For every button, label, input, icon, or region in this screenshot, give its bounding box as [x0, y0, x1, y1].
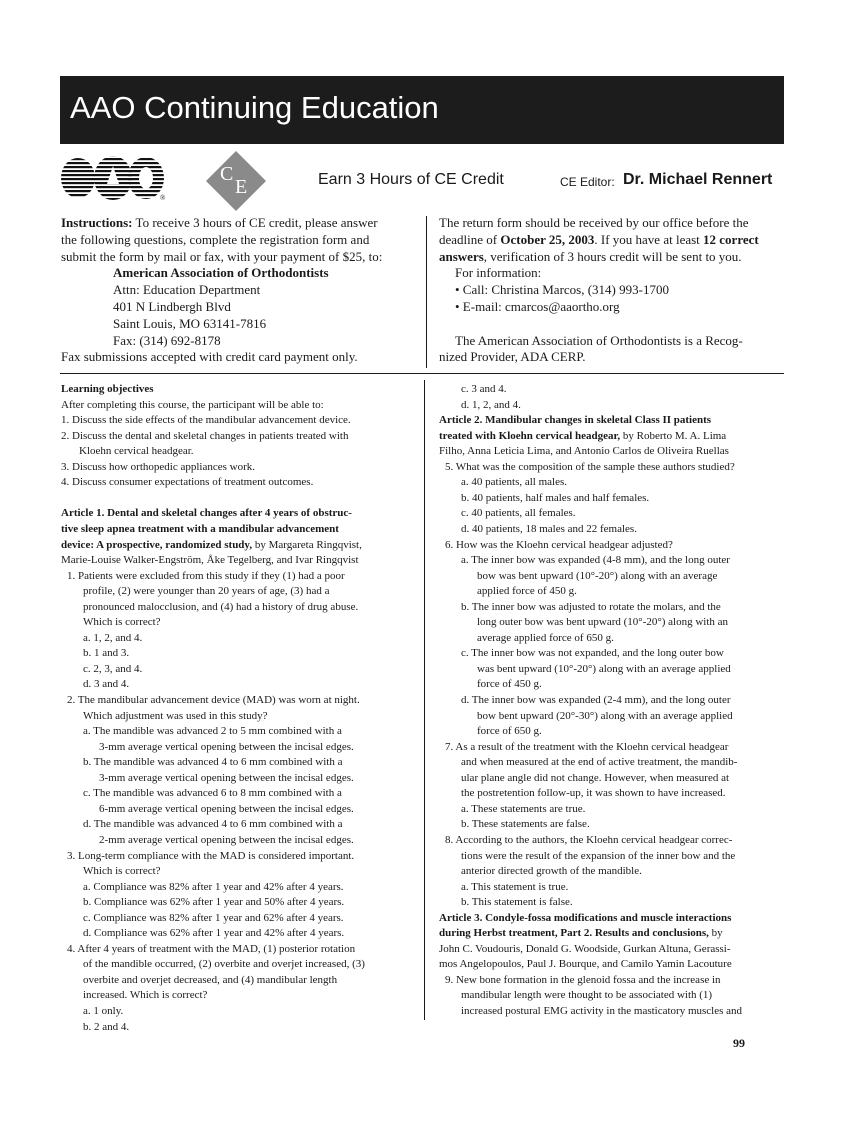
left-column-line-run: d. 3 and 4. — [83, 678, 130, 691]
right-column-line-run: anterior directed growth of the mandible. — [461, 865, 642, 878]
left-column-line — [83, 631, 142, 647]
ce-logo-e: E — [235, 176, 248, 198]
instructions-line-run: 401 N Lindbergh Blvd — [113, 299, 231, 314]
left-column-line-run: b. The mandible was advanced 4 to 6 mm combined with a — [83, 756, 343, 769]
return-info-line-run: For information: — [455, 265, 542, 281]
left-column-line — [83, 677, 129, 693]
right-column-line-run: average applied force of 650 g. — [477, 631, 614, 644]
instructions-line-run: submit the form by mail or fax, with your payment of $25, to: — [61, 248, 383, 264]
right-column-line — [477, 662, 731, 678]
left-column-line — [83, 957, 365, 973]
instructions-line-run: Saint Louis, MO 63141-7816 — [113, 315, 267, 331]
left-column-line — [61, 429, 348, 445]
left-column-line — [83, 1004, 123, 1020]
left-column-line — [83, 864, 161, 880]
right-column-line — [439, 926, 723, 942]
left-column-line — [99, 740, 354, 756]
instructions-line-run: Fax: (314) 692-8178 — [113, 332, 221, 348]
left-column-line — [61, 382, 154, 398]
left-column-line-run: pronounced malocclusion, and (4) had a history of drug abuse. — [83, 600, 359, 613]
left-column-line-run: 1. Patients were excluded from this study if they (1) had a poor — [67, 569, 345, 582]
right-column-line — [461, 491, 649, 507]
return-info-line — [455, 265, 541, 282]
right-column-line-run: bow bent upward (20°-30°) along with an average applied — [477, 709, 733, 722]
left-column-line-run: by Margareta Ringqvist, — [252, 538, 362, 551]
left-column-line-run: Which adjustment was used in this study? — [83, 709, 268, 722]
right-column-line — [445, 833, 732, 849]
left-column-line-run: a. 1 only. — [83, 1005, 124, 1017]
return-info-line — [439, 215, 748, 232]
left-column-line-run: c. 2, 3, and 4. — [83, 662, 143, 675]
left-column-line-run: profile, (2) were younger than 20 years of age, (3) had a — [83, 585, 330, 598]
left-column-line-run: Which is correct? — [83, 865, 161, 878]
instructions-line — [113, 333, 221, 350]
left-column-line — [61, 538, 362, 554]
right-column-line-run: 9. New bone formation in the glenoid fossa and the increase in — [445, 973, 721, 986]
left-column-line-run: d. The mandible was advanced 4 to 6 mm combined with a — [83, 818, 343, 831]
right-column-line-run: force of 450 g. — [477, 678, 542, 691]
right-column-line — [461, 895, 573, 911]
right-column-line-run: 8. According to the authors, the Kloehn cervical headgear correc- — [445, 833, 733, 846]
right-column-line — [477, 631, 614, 647]
left-column-line — [83, 988, 207, 1004]
left-column-line — [83, 926, 344, 942]
right-column-line-run: a. These statements are true. — [461, 802, 586, 815]
left-column-line-run: c. Compliance was 82% after 1 year and 62% after 4 years. — [83, 911, 344, 924]
right-column-line — [477, 615, 728, 631]
left-column-line — [83, 662, 142, 678]
left-column-line-run: c. The mandible was advanced 6 to 8 mm combined with a — [83, 787, 342, 800]
instructions-line — [61, 349, 358, 366]
right-column-line — [445, 740, 728, 756]
ce-logo — [205, 150, 267, 212]
return-info-line-run: deadline of — [439, 231, 501, 247]
return-info-line — [439, 232, 759, 249]
right-column-line-run: 5. What was the composition of the sample these authors studied? — [445, 460, 735, 473]
instructions-line-run: To receive 3 hours of CE credit, please answer — [132, 215, 378, 230]
right-column-line — [461, 553, 730, 569]
instructions-line-run: American Association of Orthodontists — [113, 265, 329, 281]
right-column-line-run: b. These statements are false. — [461, 818, 590, 831]
instructions-line — [61, 215, 378, 232]
left-column-line-run: tive sleep apnea treatment with a mandibular advancement — [61, 522, 339, 535]
editor-label: CE Editor: — [560, 175, 615, 189]
left-column-line — [83, 615, 161, 631]
return-info-line-run: • E-mail: cmarcos@aaortho.org — [455, 299, 620, 314]
instructions-line — [113, 282, 260, 299]
left-column-line-run: b. Compliance was 62% after 1 year and 50% after 4 years. — [83, 896, 345, 909]
left-column-line — [67, 942, 355, 958]
right-column-line — [439, 911, 731, 927]
right-column-line-run: mandibular length were thought to be associated with (1) — [461, 989, 713, 1002]
left-column-line-run: a. Compliance was 82% after 1 year and 42% after 4 years. — [83, 880, 344, 893]
return-info-line-run: The return form should be received by our office before the — [439, 215, 749, 230]
left-column-line-run: Learning objectives — [61, 383, 154, 395]
page-number: 99 — [733, 1036, 745, 1050]
left-column-line-run: 1. Discuss the side effects of the mandibular advancement device. — [61, 414, 351, 427]
left-column-line — [99, 833, 354, 849]
left-column-line-run: 2-mm average vertical opening between the incisal edges. — [99, 833, 354, 846]
right-column-line — [461, 693, 731, 709]
left-column-line — [83, 600, 358, 616]
right-column-line — [461, 771, 729, 787]
left-column-line — [61, 460, 255, 476]
instructions-line — [113, 316, 266, 333]
left-column-line-run: Kloehn cervical headgear. — [79, 445, 194, 458]
left-column-line-run: b. 1 and 3. — [83, 647, 130, 660]
right-column-line — [477, 677, 542, 693]
right-column-line-run: force of 650 g. — [477, 725, 542, 738]
right-column-line-run: Article 2. Mandibular changes in skeletal Class II patients — [439, 414, 712, 427]
right-column-line-run: a. 40 patients, all males. — [461, 476, 567, 489]
return-info-line — [455, 282, 669, 299]
right-column-line-run: c. 40 patients, all females. — [461, 507, 576, 520]
right-column-line-run: b. The inner bow was adjusted to rotate the molars, and the — [461, 600, 721, 613]
return-info-line-run: The American Association of Orthodontists is a Recog- — [455, 332, 743, 348]
right-column-line — [461, 802, 585, 818]
instructions-line — [61, 232, 369, 249]
right-column-line — [445, 460, 735, 476]
editor-name: Dr. Michael Rennert — [623, 171, 773, 188]
right-column-line-run: d. 1, 2, and 4. — [461, 398, 521, 411]
right-column-line-run: tions were the result of the expansion of the inner bow and the — [461, 849, 736, 862]
instructions-line-run: Fax submissions accepted with credit card payment only. — [61, 349, 358, 365]
right-column-line-run: ular plane angle did not change. However, when measured at — [461, 771, 730, 784]
left-column-line-run: 4. Discuss consumer expectations of treatment outcomes. — [61, 476, 314, 489]
left-column-line-run: d. Compliance was 62% after 1 year and 42% after 4 years. — [83, 927, 345, 940]
left-column-line — [67, 569, 345, 585]
left-column-line — [83, 880, 344, 896]
right-column-line — [461, 506, 576, 522]
right-column-line-run: b. This statement is false. — [461, 896, 573, 909]
return-info-line — [455, 333, 743, 350]
left-column-line-run: 3. Discuss how orthopedic appliances work. — [61, 460, 255, 473]
left-column-line — [83, 973, 337, 989]
right-column-line-run: 6. How was the Kloehn cervical headgear adjusted? — [445, 538, 673, 551]
return-info-line-run: answers — [439, 248, 484, 264]
right-column-line — [477, 569, 717, 585]
left-column-line — [83, 755, 342, 771]
ce-logo-c: C — [220, 163, 234, 185]
left-column-line — [67, 849, 354, 865]
left-column-line — [83, 724, 342, 740]
left-column-line-run: a. 1, 2, and 4. — [83, 631, 143, 644]
left-column-line — [79, 444, 194, 460]
instructions-line-run: the following questions, complete the registration form and — [61, 231, 370, 247]
right-column-line-run: a. This statement is true. — [461, 880, 569, 893]
right-column-line-run: treated with Kloehn cervical headgear, — [439, 429, 621, 442]
right-column-line-run: increased postural EMG activity in the masticatory muscles and — [461, 1005, 743, 1017]
instructions-line — [113, 299, 231, 316]
right-column-line-run: c. 3 and 4. — [461, 383, 507, 395]
left-column-line — [61, 398, 324, 414]
right-column-line-run: during Herbst treatment, Part 2. Results and conclusions, — [439, 927, 709, 940]
left-column-line — [83, 817, 342, 833]
right-column-line — [461, 522, 637, 538]
left-column-line-run: Article 1. Dental and skeletal changes after 4 years of obstruc- — [61, 507, 352, 520]
instructions-line — [61, 249, 382, 266]
credit-hours-heading: Earn 3 Hours of CE Credit — [318, 171, 504, 188]
right-column-line — [461, 864, 642, 880]
left-column-line — [83, 895, 344, 911]
right-column-line-run: 7. As a result of the treatment with the Kloehn cervical headgear — [445, 740, 729, 753]
left-column-line-run: 3-mm average vertical opening between the incisal edges. — [99, 740, 354, 753]
right-column-line-run: d. 40 patients, 18 males and 22 females. — [461, 522, 637, 535]
right-column-line-run: a. The inner bow was expanded (4-8 mm), and the long outer — [461, 554, 730, 567]
right-column-line-run: applied force of 450 g. — [477, 585, 577, 598]
right-column-line-run: Article 3. Condyle-fossa modifications and muscle interactions — [439, 911, 732, 924]
right-column-line-run: by — [708, 927, 723, 940]
left-column-line — [61, 413, 351, 429]
left-column-line — [99, 802, 354, 818]
instructions-line-run: Attn: Education Department — [113, 282, 261, 298]
right-column-line-run: Filho, Anna Leticia Lima, and Antonio Carlos de Oliveira Ruellas — [439, 445, 729, 458]
right-column-line — [461, 1004, 742, 1020]
left-column-line-run: 6-mm average vertical opening between the incisal edges. — [99, 802, 354, 815]
right-column-line — [445, 973, 721, 989]
right-column-line-run: b. 40 patients, half males and half females. — [461, 491, 650, 504]
page-title: AAO Continuing Education — [70, 90, 439, 125]
right-column-line — [461, 849, 735, 865]
left-column-line — [61, 522, 339, 538]
left-column-line — [61, 506, 352, 522]
return-info-line — [439, 349, 585, 366]
left-column-line — [61, 475, 313, 491]
right-column-line — [439, 942, 731, 958]
left-column-line — [83, 646, 129, 662]
left-column-line-run: a. The mandible was advanced 2 to 5 mm combined with a — [83, 725, 342, 738]
right-column-line — [439, 444, 729, 460]
return-info-line — [439, 249, 742, 266]
right-column-line — [461, 786, 726, 802]
right-column-line — [439, 429, 726, 445]
right-column-line — [461, 988, 712, 1004]
left-column-line-run: b. 2 and 4. — [83, 1020, 130, 1033]
left-column-line — [83, 584, 329, 600]
right-column-line-run: was bent upward (10°-20°) along with an average applied — [477, 662, 731, 675]
left-column-line-run: 2. The mandibular advancement device (MAD) was worn at night. — [67, 694, 360, 706]
left-column-line — [83, 786, 342, 802]
right-column-line-run: the postretention follow-up, it was shown to have increased. — [461, 787, 726, 800]
left-column-line-run: Marie-Louise Walker-Engström, Åke Tegelberg, and Ivar Ringqvist — [61, 554, 359, 567]
left-column-line-run: 3-mm average vertical opening between the incisal edges. — [99, 771, 354, 784]
right-column-line-run: long outer bow was bent upward (10°-20°) along with an — [477, 616, 729, 629]
left-column-line-run: 3. Long-term compliance with the MAD is considered important. — [67, 849, 355, 862]
left-column-line-run: After completing this course, the participant will be able to: — [61, 398, 324, 411]
right-column-line — [461, 817, 590, 833]
right-column-line — [461, 600, 721, 616]
return-info-line-run: • Call: Christina Marcos, (314) 993-1700 — [455, 282, 669, 298]
left-column-line-run: of the mandible occurred, (2) overbite and overjet increased, (3) — [83, 958, 365, 971]
left-column-line-run: overbite and overjet decreased, and (4) mandibular length — [83, 973, 338, 986]
right-column-line — [477, 724, 542, 740]
left-column-line — [67, 693, 360, 709]
left-column-line-run: device: A prospective, randomized study, — [61, 538, 253, 551]
right-column-line — [461, 646, 724, 662]
right-column-line-run: mos Angelopoulos, Paul J. Bourque, and Camilo Yamin Lacouture — [439, 958, 732, 971]
right-column-line-run: John C. Voudouris, Donald G. Woodside, Gurkan Altuna, Gerassi- — [439, 942, 731, 955]
right-column-line-run: c. The inner bow was not expanded, and the long outer bow — [461, 647, 724, 660]
right-column-line — [477, 709, 733, 725]
right-column-line — [461, 755, 737, 771]
return-info-line-run: nized Provider, ADA CERP. — [439, 349, 586, 365]
right-column-line — [445, 538, 673, 554]
column-divider-body — [424, 380, 425, 1020]
aao-logo-text: AAO — [74, 184, 77, 185]
left-column-line — [61, 553, 359, 569]
left-column-line-run: 4. After 4 years of treatment with the MAD, (1) posterior rotation — [67, 942, 356, 955]
return-info-line-run: October 25, 2003 — [500, 231, 595, 247]
title-banner — [60, 76, 784, 144]
right-column-line-run: and when measured at the end of active treatment, the mandib- — [461, 756, 738, 769]
left-column-line-run: 2. Discuss the dental and skeletal changes in patients treated with — [61, 429, 349, 442]
section-divider — [60, 373, 784, 374]
return-info-line-run: . If you have at least — [594, 231, 704, 247]
right-column-line — [461, 475, 567, 491]
right-column-line-run: d. The inner bow was expanded (2-4 mm), and the long outer — [461, 694, 731, 706]
return-info-line — [455, 299, 620, 316]
instructions-line-run: Instructions: — [61, 215, 133, 230]
right-column-line — [461, 382, 507, 398]
right-column-line — [461, 398, 521, 414]
right-column-line — [439, 957, 732, 973]
column-divider-top — [426, 216, 427, 368]
aao-logo — [60, 154, 166, 202]
svg-text:®: ® — [160, 194, 166, 202]
instructions-line — [113, 265, 329, 282]
right-column-line-run: by Roberto M. A. Lima — [620, 429, 727, 442]
right-column-line — [461, 880, 568, 896]
left-column-line-run: Which is correct? — [83, 616, 161, 629]
return-info-line-run: , verification of 3 hours credit will be sent to you. — [483, 248, 742, 264]
left-column-line — [83, 911, 344, 927]
left-column-line — [83, 1020, 129, 1036]
left-column-line — [99, 771, 354, 787]
left-column-line — [83, 709, 268, 725]
right-column-line-run: bow was bent upward (10°-20°) along with an average — [477, 569, 718, 582]
return-info-line-run: 12 correct — [703, 231, 759, 247]
left-column-line-run: increased. Which is correct? — [83, 989, 208, 1002]
right-column-line — [477, 584, 577, 600]
right-column-line — [439, 413, 711, 429]
